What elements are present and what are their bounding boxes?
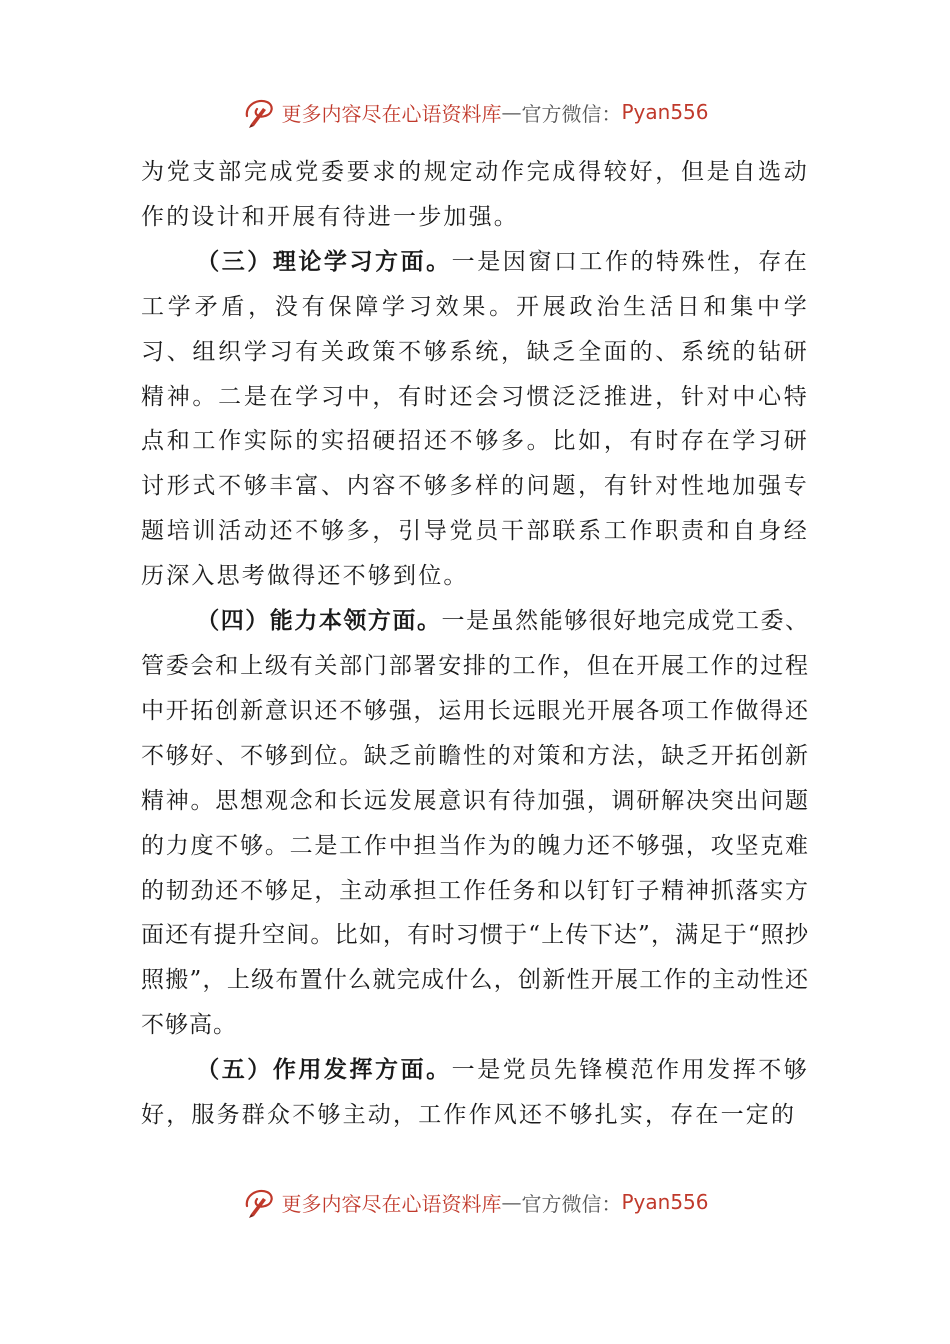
document-body bbox=[141, 150, 809, 1138]
paragraph-continuation: 为党支部完成党委要求的规定动作完成得较好，但是自选动作的设计和开展有待进一步加强。 bbox=[141, 159, 809, 230]
footer-watermark bbox=[0, 1182, 950, 1222]
section-body-ability: 一是虽然能够很好地完成党工委、管委会和上级有关部门部署安排的工作，但在开展工作的过程中开拓创新意识还不够强，运用长远眼光开展各项工作做得还不够好、不够到位。缺乏前瞻性的对策和方法，缺乏开拓创新精神。思想观念和长远发展意识有待加强，调研解决突出问题的力度不够。二是工作中担当作为的魄力还不够强，攻坚克难的韧劲还不够足，主动承担工作任务和以钉钉子精神抓落实方面还有提升空间。比如，有时习惯于“上传下达”，满足于“照抄照搬”，上级布置什么就完成什么，创新性开展工作的主动性还不够高。 bbox=[141, 608, 810, 1039]
header-watermark bbox=[0, 92, 950, 132]
pen-swirl-logo-icon bbox=[241, 1184, 277, 1220]
watermark-contact-label: 官方微信： bbox=[521, 101, 622, 126]
paragraph-theory-study bbox=[141, 240, 809, 599]
pen-swirl-logo-icon bbox=[241, 94, 277, 130]
paragraph-role bbox=[141, 1048, 809, 1138]
section-heading-ability: （四）能力本领方面。 bbox=[196, 607, 442, 635]
section-body-theory-study: 一是因窗口工作的特殊性，存在工学矛盾，没有保障学习效果。开展政治生活日和集中学习、组织学习有关政策不够系统，缺乏全面的、系统的钻研精神。二是在学习中，有时还会习惯泛泛推进，针对中心特点和工作实际的实招硬招还不够多。比如，有时存在学习研讨形式不够丰富、内容不够多样的问题，有针对性地加强专题培训活动还不够多，引导党员干部联系工作职责和自身经历深入思考做得还不够到位。 bbox=[141, 248, 809, 590]
watermark-dash: — bbox=[501, 1190, 522, 1214]
watermark-contact-id: Pyan556 bbox=[621, 1190, 709, 1214]
section-heading-role: （五）作用发挥方面。 bbox=[196, 1056, 452, 1084]
watermark-contact-id: Pyan556 bbox=[621, 100, 709, 124]
paragraph-ability bbox=[141, 599, 809, 1048]
section-body-role: 一是党员先锋模范作用发挥不够好，服务群众不够主动，工作作风还不够扎实，存在一定的 bbox=[141, 1057, 809, 1129]
watermark-contact-label: 官方微信： bbox=[521, 1191, 622, 1216]
watermark-dash: — bbox=[501, 100, 522, 124]
watermark-site-text: 更多内容尽在心语资料库 bbox=[281, 1191, 502, 1216]
watermark-site-text: 更多内容尽在心语资料库 bbox=[281, 101, 502, 126]
section-heading-theory-study: （三）理论学习方面。 bbox=[196, 247, 452, 275]
